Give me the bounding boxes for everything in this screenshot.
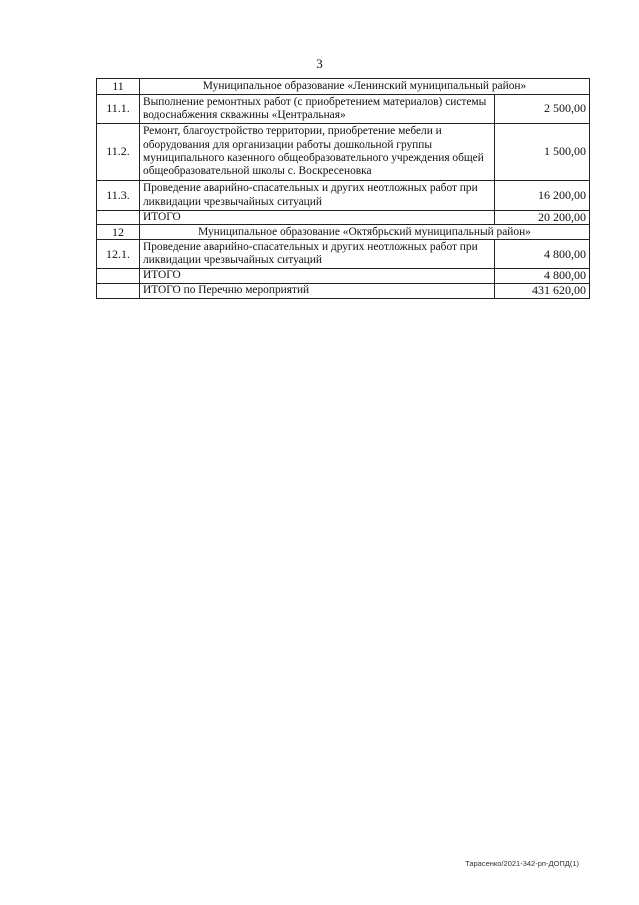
section-number: 11 — [97, 79, 140, 95]
section-number: 12 — [97, 225, 140, 240]
item-number: 11.3. — [97, 181, 140, 211]
item-number: 12.1. — [97, 240, 140, 269]
item-amount: 2 500,00 — [495, 95, 590, 124]
item-amount: 16 200,00 — [495, 181, 590, 211]
section-title: Муниципальное образование «Ленинский муниципальный район» — [140, 79, 590, 95]
item-number: 11.1. — [97, 95, 140, 124]
empty-cell — [97, 283, 140, 298]
table-row — [97, 240, 590, 269]
item-description: Выполнение ремонтных работ (с приобретением материалов) системы водоснабжения скважины «Центральная» — [140, 95, 495, 124]
table-row — [97, 181, 590, 211]
item-description: Проведение аварийно-спасательных и других неотложных работ при ликвидации чрезвычайных ситуаций — [140, 240, 495, 269]
table-row — [97, 95, 590, 124]
item-amount: 1 500,00 — [495, 124, 590, 181]
grand-total-row — [97, 283, 590, 298]
section-total-label: ИТОГО — [140, 269, 495, 283]
section-total-row — [97, 211, 590, 225]
table-row — [97, 124, 590, 181]
section-title: Муниципальное образование «Октябрьский муниципальный район» — [140, 225, 590, 240]
item-description: Ремонт, благоустройство территории, приобретение мебели и оборудования для организации работы дошкольной группы муниципального казенного общеобразовательного учреждения общей общеобразовательной школы с. Воскресеновка — [140, 124, 495, 181]
section-total-amount: 4 800,00 — [495, 269, 590, 283]
document-code: Тарасенко/2021-342-рп-ДОПД(1) — [465, 859, 579, 868]
item-number: 11.2. — [97, 124, 140, 181]
section-header-row — [97, 79, 590, 95]
empty-cell — [97, 269, 140, 283]
empty-cell — [97, 211, 140, 225]
item-amount: 4 800,00 — [495, 240, 590, 269]
section-total-row — [97, 269, 590, 283]
measures-table — [96, 78, 590, 299]
section-header-row — [97, 225, 590, 240]
grand-total-label: ИТОГО по Перечню мероприятий — [140, 283, 495, 298]
grand-total-amount: 431 620,00 — [495, 283, 590, 298]
section-total-label: ИТОГО — [140, 211, 495, 225]
item-description: Проведение аварийно-спасательных и других неотложных работ при ликвидации чрезвычайных ситуаций — [140, 181, 495, 211]
section-total-amount: 20 200,00 — [495, 211, 590, 225]
page-number: 3 — [316, 56, 323, 71]
